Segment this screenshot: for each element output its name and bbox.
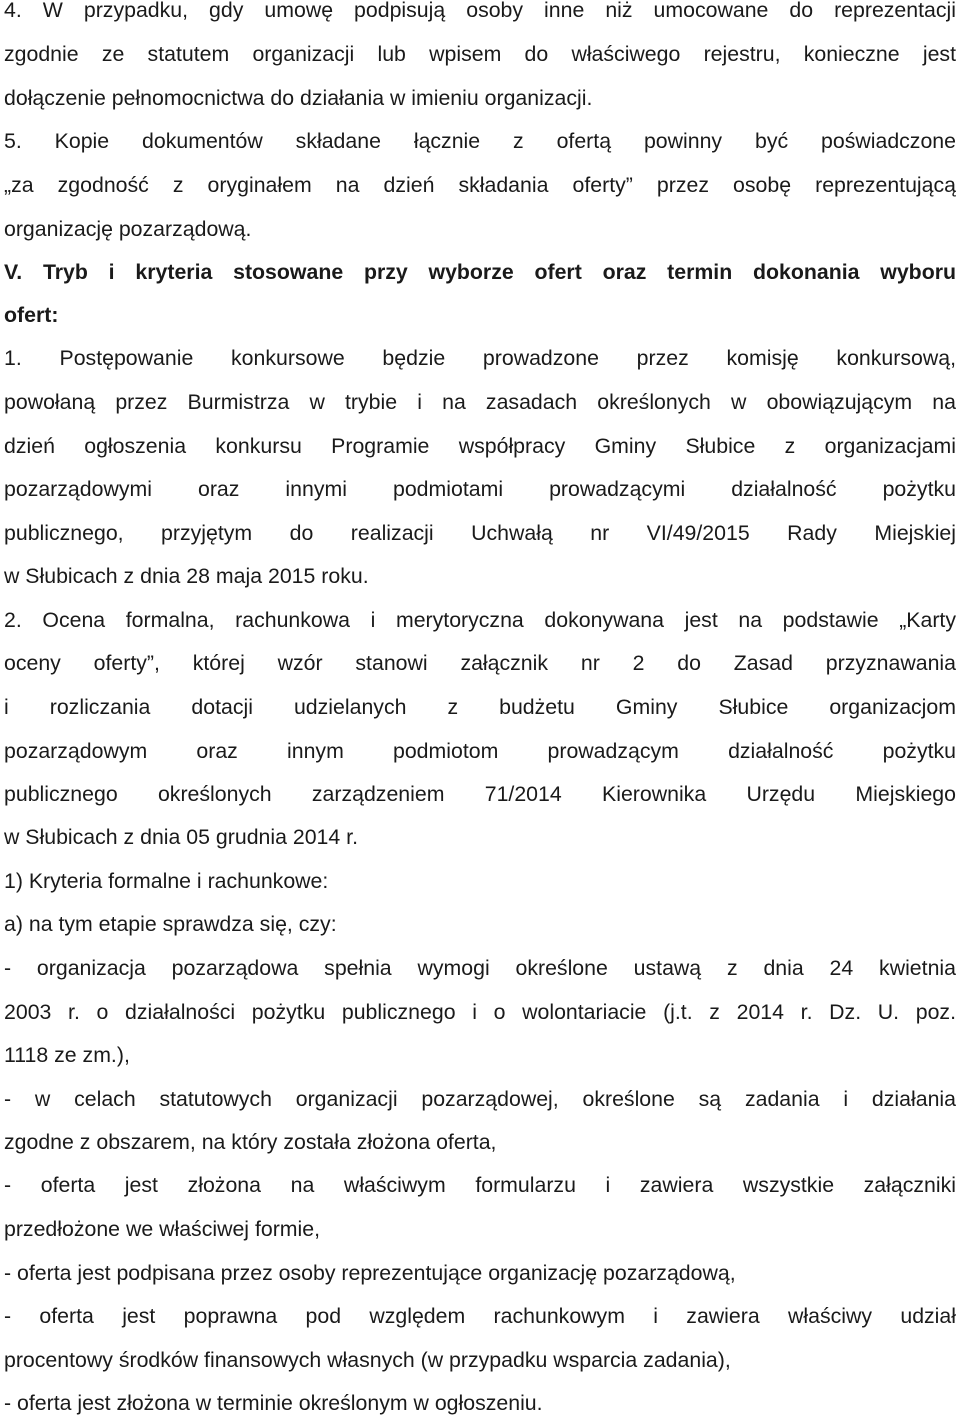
text-line: a) na tym etapie sprawdza się, czy: xyxy=(4,912,337,936)
text-line: - oferta jest złożona w terminie określonym w ogłoszeniu. xyxy=(4,1391,543,1415)
text-line: - w celach statutowych organizacji pozarządowej, określone są zadania i działania xyxy=(4,1087,956,1111)
text-line: - oferta jest podpisana przez osoby reprezentujące organizację pozarządową, xyxy=(4,1261,736,1285)
text-line: w Słubicach z dnia 05 grudnia 2014 r. xyxy=(4,825,358,849)
text-line: powołaną przez Burmistrza w trybie i na zasadach określonych w obowiązującym na xyxy=(4,390,956,414)
text-line: zgodne z obszarem, na który została złożona oferta, xyxy=(4,1130,497,1154)
text-line: 2. Ocena formalna, rachunkowa i merytoryczna dokonywana jest na podstawie „Karty xyxy=(4,608,956,632)
text-line: - oferta jest poprawna pod względem rachunkowym i zawiera właściwy udział xyxy=(4,1304,956,1328)
text-line: dołączenie pełnomocnictwa do działania w imieniu organizacji. xyxy=(4,86,593,110)
text-line: publicznego, przyjętym do realizacji Uchwałą nr VI/49/2015 Rady Miejskiej xyxy=(4,521,956,545)
section-heading: ofert: xyxy=(4,303,59,327)
text-line: przedłożone we właściwej formie, xyxy=(4,1217,321,1241)
text-line: w Słubicach z dnia 28 maja 2015 roku. xyxy=(4,564,369,588)
text-line: 4. W przypadku, gdy umowę podpisują osoby inne niż umocowane do reprezentacji xyxy=(4,0,956,22)
text-line: zgodnie ze statutem organizacji lub wpisem do właściwego rejestru, konieczne jest xyxy=(4,42,956,66)
text-line: pozarządowym oraz innym podmiotom prowadzącym działalność pożytku xyxy=(4,739,956,763)
text-line: 1. Postępowanie konkursowe będzie prowadzone przez komisję konkursową, xyxy=(4,346,956,370)
section-heading: V. Tryb i kryteria stosowane przy wyborze ofert oraz termin dokonania wyboru xyxy=(4,260,956,284)
text-line: oceny oferty”, której wzór stanowi załącznik nr 2 do Zasad przyznawania xyxy=(4,651,956,675)
text-line: 1) Kryteria formalne i rachunkowe: xyxy=(4,869,329,893)
text-line: - oferta jest złożona na właściwym formularzu i zawiera wszystkie załączniki xyxy=(4,1173,956,1197)
text-line: dzień ogłoszenia konkursu Programie współpracy Gminy Słubice z organizacjami xyxy=(4,434,956,458)
text-line: organizację pozarządową. xyxy=(4,217,252,241)
text-line: publicznego określonych zarządzeniem 71/2014 Kierownika Urzędu Miejskiego xyxy=(4,782,956,806)
text-line: - organizacja pozarządowa spełnia wymogi określone ustawą z dnia 24 kwietnia xyxy=(4,956,956,980)
text-line: pozarządowymi oraz innymi podmiotami prowadzącymi działalność pożytku xyxy=(4,477,956,501)
text-line: 2003 r. o działalności pożytku publicznego i o wolontariacie (j.t. z 2014 r. Dz. U. poz. xyxy=(4,1000,956,1024)
text-line: i rozliczania dotacji udzielanych z budżetu Gminy Słubice organizacjom xyxy=(4,695,956,719)
text-line: procentowy środków finansowych własnych (w przypadku wsparcia zadania), xyxy=(4,1348,731,1372)
text-line: „za zgodność z oryginałem na dzień składania oferty” przez osobę reprezentującą xyxy=(4,173,956,197)
text-line: 5. Kopie dokumentów składane łącznie z ofertą powinny być poświadczone xyxy=(4,129,956,153)
text-line: 1118 ze zm.), xyxy=(4,1043,130,1067)
